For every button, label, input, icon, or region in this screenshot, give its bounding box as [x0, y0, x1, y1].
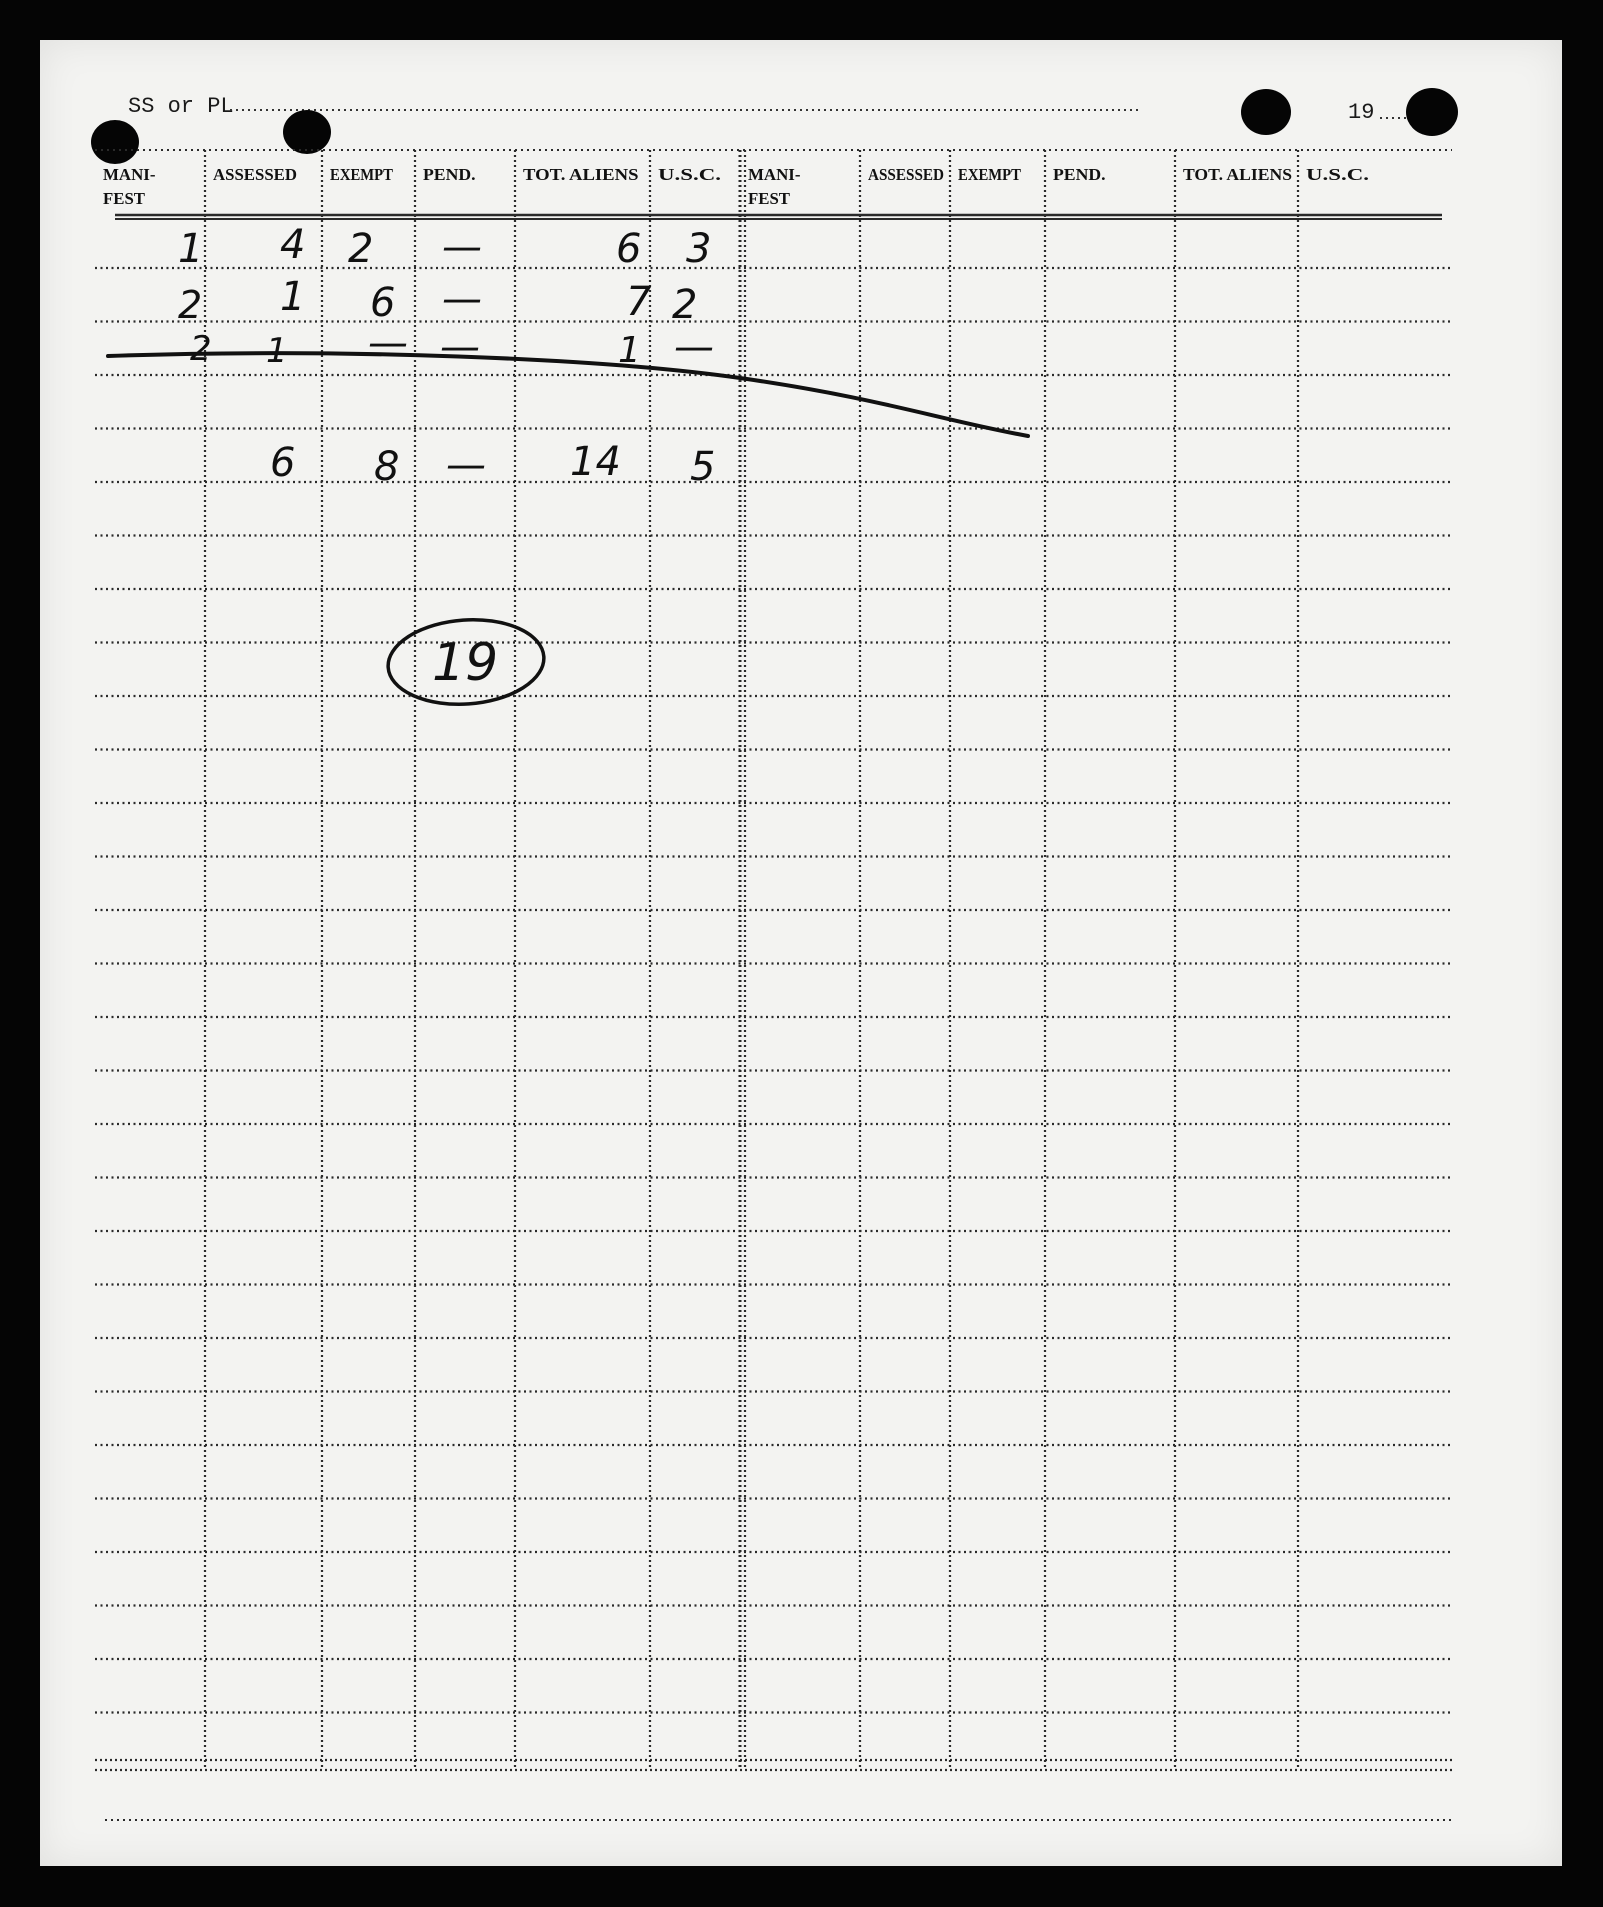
form-sheet — [40, 40, 1562, 1866]
column-header: EXEMPT — [330, 165, 394, 184]
row2-manifest: 2 — [178, 283, 203, 327]
row2-pend: — — [442, 276, 482, 322]
punch-hole — [283, 110, 331, 154]
total-pend: — — [446, 442, 486, 488]
total-usc: 5 — [690, 444, 716, 490]
column-header: U.S.C. — [1306, 165, 1369, 184]
column-header: MANI- — [103, 165, 156, 184]
handwritten-entries — [108, 222, 1028, 709]
column-header: ASSESSED — [213, 165, 297, 184]
row3-assessed: 1 — [266, 331, 288, 371]
total-assessed: 6 — [270, 440, 296, 486]
row1-tot-aliens: 6 — [616, 226, 642, 272]
year-label: 19 — [1348, 100, 1375, 125]
row2-tot-aliens: 7 — [626, 279, 652, 325]
column-header: FEST — [748, 189, 791, 208]
column-header: PEND. — [423, 165, 476, 184]
punch-hole — [1406, 88, 1458, 136]
column-header: MANI- — [748, 165, 801, 184]
row1-pend: — — [442, 224, 482, 270]
row2-assessed: 1 — [280, 274, 306, 320]
row1-exempt: 2 — [348, 226, 374, 272]
vessel-label: SS or PL — [128, 94, 234, 119]
row1-usc: 3 — [686, 226, 712, 272]
cross-out-stroke — [108, 353, 1028, 436]
column-header: ASSESSED — [868, 165, 944, 184]
total-exempt: 8 — [374, 444, 400, 490]
punch-hole — [91, 120, 139, 164]
column-header: TOT. ALIENS — [523, 165, 639, 184]
column-header: FEST — [103, 189, 146, 208]
row3-usc: — — [674, 324, 714, 370]
row3-tot-aliens: 1 — [618, 330, 641, 371]
row1-assessed: 4 — [280, 222, 306, 268]
row3-manifest: 2 — [190, 329, 212, 369]
row2-usc: 2 — [672, 282, 698, 328]
row2-exempt: 6 — [370, 280, 396, 326]
total-tot-aliens: 14 — [570, 439, 621, 485]
column-header: TOT. ALIENS — [1183, 165, 1292, 184]
ledger-grid — [40, 40, 1562, 1866]
column-header: EXEMPT — [958, 165, 1022, 184]
column-header: PEND. — [1053, 165, 1106, 184]
circled-total: 19 — [432, 633, 499, 693]
row1-manifest: 1 — [178, 226, 204, 272]
row3-pend: — — [440, 324, 480, 370]
column-headers — [103, 165, 1369, 208]
grid-lines — [95, 150, 1452, 1820]
punch-hole — [1241, 89, 1291, 135]
column-header: U.S.C. — [658, 165, 721, 184]
row3-exempt: — — [368, 320, 408, 366]
